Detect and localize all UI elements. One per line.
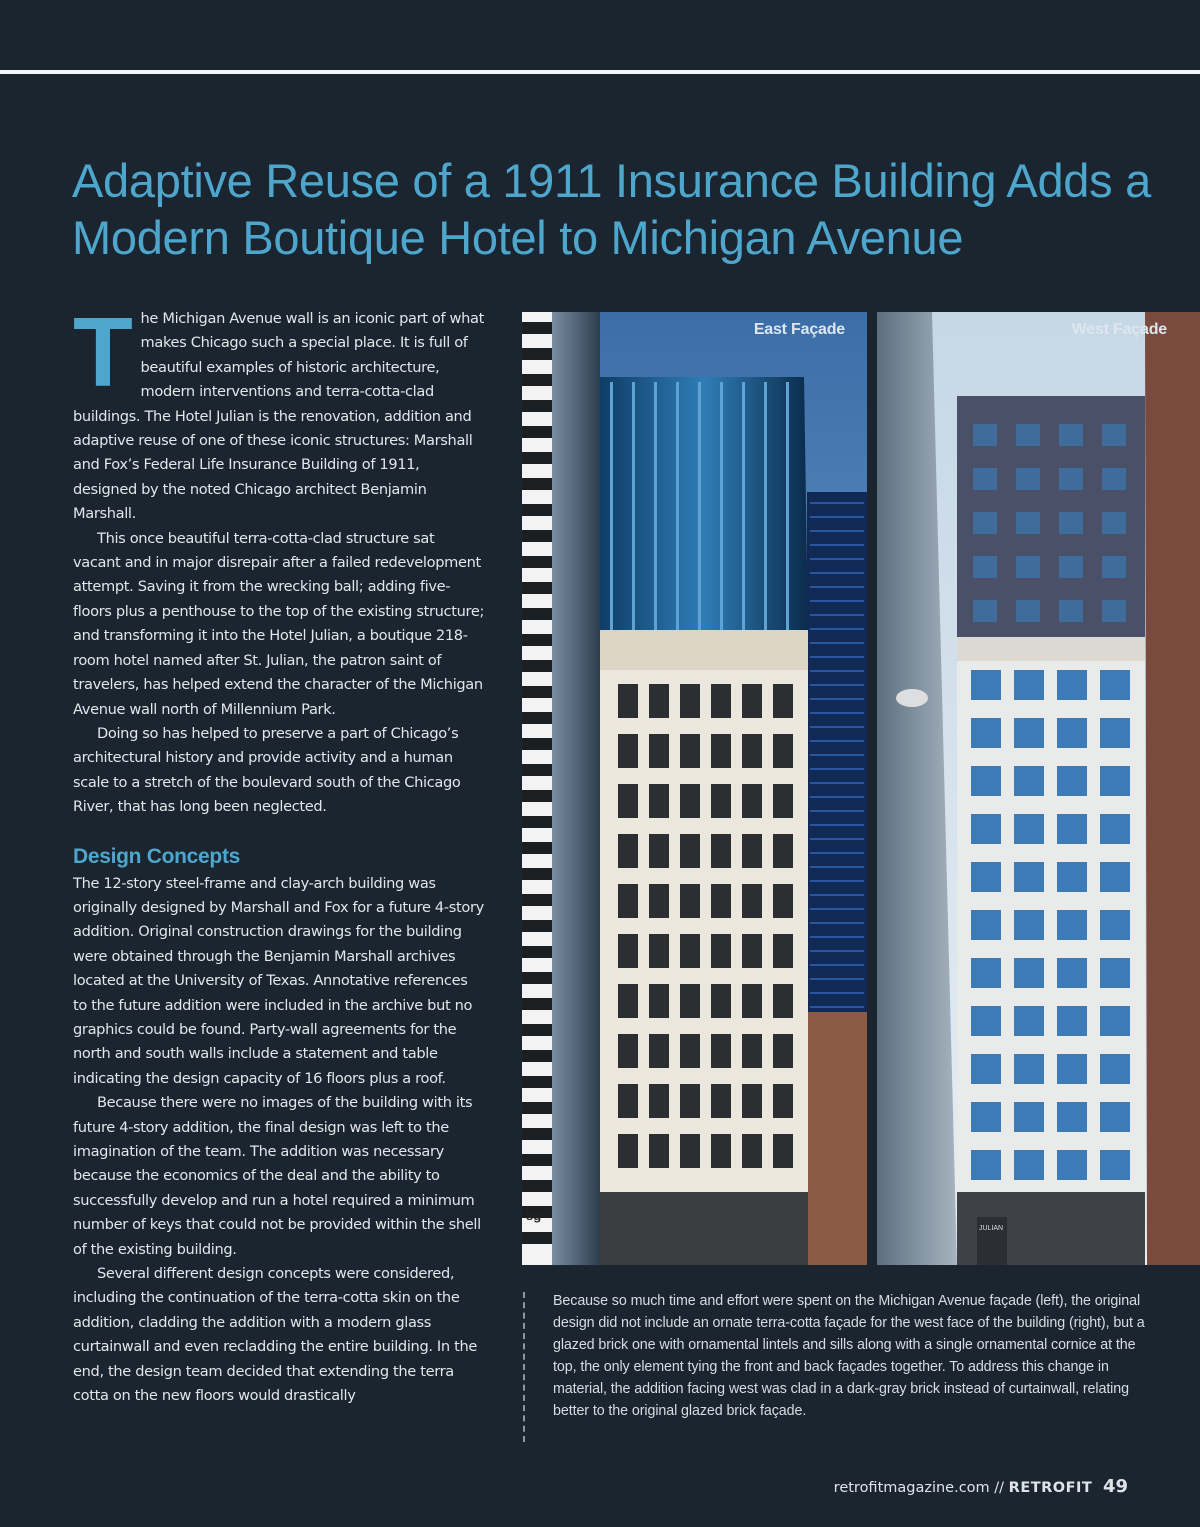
- facade-window: [1057, 1054, 1087, 1084]
- addition-window: [1059, 556, 1083, 578]
- tower-floor-line: [810, 670, 864, 672]
- facade-window: [1100, 1150, 1130, 1180]
- tower-floor-line: [810, 684, 864, 686]
- facade-window: [618, 784, 638, 818]
- tower-stripe: [522, 816, 552, 828]
- tower-stripe: [522, 322, 552, 334]
- tower-floor-line: [810, 516, 864, 518]
- facade-window: [649, 834, 669, 868]
- facade-window: [618, 934, 638, 968]
- facade-window: [773, 1084, 793, 1118]
- facade-window: [711, 934, 731, 968]
- facade-window: [1014, 766, 1044, 796]
- tower-floor-line: [810, 642, 864, 644]
- facade-window: [1100, 1102, 1130, 1132]
- facade-window: [680, 734, 700, 768]
- facade-window: [1057, 814, 1087, 844]
- facade-window: [971, 718, 1001, 748]
- facade-window: [649, 934, 669, 968]
- addition-window: [1102, 600, 1126, 622]
- facade-window: [1057, 1150, 1087, 1180]
- facade-window: [680, 1134, 700, 1168]
- tower-stripe: [522, 946, 552, 958]
- east-storefront-sign: sg: [526, 1208, 542, 1223]
- design-paragraph-3: Several different design concepts were considered, including the continuation of the terra-cotta skin on the addition, cladding the addition with a modern glass curtainwall and even recladding the entire building. In the end, the design team decided that extending the terra cotta on the new floors would drastically: [73, 1265, 477, 1405]
- tower-stripe: [522, 452, 552, 464]
- west-facade-illustration: [877, 312, 1200, 1265]
- addition-window: [1016, 512, 1040, 534]
- tower-floor-line: [810, 880, 864, 882]
- design-paragraph-1: The 12-story steel-frame and clay-arch building was originally designed by Marshall and Fox for a future 4-story addition. Original construction drawings for the building were obtained through the Benjamin Marshall archives located at the University of Texas. Annotative references to the future addition were included in the archive but no graphics could be found. Party-wall agreements for the north and south walls include a statement and table indicating the design capacity of 16 floors plus a roof.: [73, 874, 484, 1087]
- tower-stripe: [522, 504, 552, 516]
- facade-window: [1014, 718, 1044, 748]
- tower-floor-line: [810, 726, 864, 728]
- tower-stripe: [522, 660, 552, 672]
- section-heading: Design Concepts: [73, 844, 241, 868]
- facade-window: [773, 934, 793, 968]
- tower-stripe: [522, 842, 552, 854]
- glass-mullion: [610, 382, 613, 630]
- facade-window: [618, 884, 638, 918]
- tower-floor-line: [810, 978, 864, 980]
- facade-window: [1014, 1054, 1044, 1084]
- tower-floor-line: [810, 810, 864, 812]
- facade-window: [680, 884, 700, 918]
- tower-stripe: [522, 426, 552, 438]
- facade-window: [1100, 910, 1130, 940]
- facade-window: [618, 834, 638, 868]
- glass-mullion: [698, 382, 701, 630]
- photo-caption: Because so much time and effort were spent on the Michigan Avenue façade (left), the original design did not include an ornate terra-cotta façade for the west face of the building (right), but a glazed brick one with ornamental lintels and sills along with a single ornamental cornice at the top, the only element tying the front and back façades together. To address this change in material, the addition facing west was clad in a dark-gray brick instead of curtainwall, relating better to the original glazed brick façade.: [553, 1293, 1145, 1419]
- tower-floor-line: [810, 1006, 864, 1008]
- addition-window: [973, 468, 997, 490]
- facade-window: [1014, 958, 1044, 988]
- facade-window: [711, 784, 731, 818]
- tower-floor-line: [810, 894, 864, 896]
- addition-window: [1016, 424, 1040, 446]
- tower-stripe: [522, 868, 552, 880]
- footer-brand: RETROFIT: [1008, 1480, 1093, 1496]
- facade-window: [680, 934, 700, 968]
- tower-floor-line: [810, 712, 864, 714]
- addition-window: [1059, 600, 1083, 622]
- facade-window: [773, 734, 793, 768]
- facade-window: [742, 884, 762, 918]
- facade-window: [1014, 862, 1044, 892]
- facade-window: [971, 910, 1001, 940]
- glass-mullion: [720, 382, 723, 630]
- facade-window: [680, 1084, 700, 1118]
- tower-stripe: [522, 712, 552, 724]
- facade-window: [1014, 1102, 1044, 1132]
- tower-floor-line: [810, 908, 864, 910]
- facade-window: [971, 958, 1001, 988]
- facade-window: [711, 834, 731, 868]
- facade-window: [649, 734, 669, 768]
- tower-floor-line: [810, 992, 864, 994]
- addition-window: [1059, 468, 1083, 490]
- page-footer: [834, 1476, 1128, 1497]
- tower-stripe: [522, 1154, 552, 1166]
- facade-window: [711, 734, 731, 768]
- intro-paragraph-2: This once beautiful terra-cotta-clad structure sat vacant and in major disrepair after a failed redevelopment attempt. Saving it from the wrecking ball; adding five-floors plus a penthouse to the top of the existing structure; and transforming it into the Hotel Julian, a boutique 218-room hotel named after St. Julian, the patron saint of travelers, has helped extend the character of the Michigan Avenue wall north of Millennium Park.: [73, 529, 485, 718]
- facade-window: [773, 684, 793, 718]
- facade-window: [1100, 766, 1130, 796]
- tower-stripe: [522, 348, 552, 360]
- facade-window: [1014, 1150, 1044, 1180]
- tower-floor-line: [810, 740, 864, 742]
- facade-window: [649, 1034, 669, 1068]
- facade-window: [773, 834, 793, 868]
- tower-stripe: [522, 1128, 552, 1140]
- facade-window: [773, 1034, 793, 1068]
- facade-window: [773, 784, 793, 818]
- tower-stripe: [522, 1076, 552, 1088]
- facade-window: [1100, 814, 1130, 844]
- tower-floor-line: [810, 586, 864, 588]
- facade-window: [742, 784, 762, 818]
- page-number: 49: [1102, 1476, 1128, 1497]
- drop-cap: T: [73, 297, 133, 407]
- facade-window: [711, 984, 731, 1018]
- west-facade-photo: [877, 312, 1200, 1265]
- facade-window: [742, 734, 762, 768]
- tower-stripe: [522, 556, 552, 568]
- addition-window: [973, 512, 997, 534]
- tower-stripe: [522, 608, 552, 620]
- tower-floor-line: [810, 866, 864, 868]
- facade-window: [649, 884, 669, 918]
- tower-stripe: [522, 374, 552, 386]
- facade-window: [742, 984, 762, 1018]
- tower-stripe: [522, 738, 552, 750]
- facade-window: [649, 1134, 669, 1168]
- facade-window: [618, 734, 638, 768]
- glass-mullion: [764, 382, 767, 630]
- facade-window: [773, 1134, 793, 1168]
- article-body: [73, 297, 485, 1408]
- addition-window: [973, 556, 997, 578]
- facade-window: [618, 984, 638, 1018]
- facade-window: [971, 1150, 1001, 1180]
- tower-floor-line: [810, 530, 864, 532]
- facade-window: [971, 862, 1001, 892]
- tower-stripe: [522, 478, 552, 490]
- facade-window: [1057, 862, 1087, 892]
- tower-floor-line: [810, 824, 864, 826]
- facade-window: [1100, 718, 1130, 748]
- facade-window: [1100, 1006, 1130, 1036]
- addition-window: [1059, 424, 1083, 446]
- facade-window: [711, 1134, 731, 1168]
- glass-mullion: [654, 382, 657, 630]
- glass-mullion: [786, 382, 789, 630]
- facade-window: [1014, 814, 1044, 844]
- facade-window: [680, 834, 700, 868]
- facade-window: [1014, 910, 1044, 940]
- facade-window: [742, 934, 762, 968]
- tower-floor-line: [810, 796, 864, 798]
- facade-window: [649, 784, 669, 818]
- tower-stripe: [522, 1232, 552, 1244]
- facade-window: [649, 1084, 669, 1118]
- facade-window: [1100, 1054, 1130, 1084]
- facade-window: [1057, 1006, 1087, 1036]
- facade-window: [742, 1034, 762, 1068]
- facade-window: [1014, 670, 1044, 700]
- facade-window: [680, 1034, 700, 1068]
- tower-floor-line: [810, 502, 864, 504]
- facade-window: [680, 984, 700, 1018]
- tower-stripe: [522, 686, 552, 698]
- facade-window: [1057, 766, 1087, 796]
- facade-window: [649, 684, 669, 718]
- facade-window: [711, 684, 731, 718]
- facade-window: [711, 1034, 731, 1068]
- west-facade-label: West Façade: [1071, 321, 1167, 338]
- facade-window: [618, 1034, 638, 1068]
- east-facade-photo: [522, 312, 867, 1265]
- caption-divider: [523, 1292, 525, 1442]
- tower-stripe: [522, 920, 552, 932]
- tower-stripe: [522, 972, 552, 984]
- top-band: [0, 0, 1200, 70]
- tower-floor-line: [810, 922, 864, 924]
- facade-window: [1100, 862, 1130, 892]
- addition-window: [1059, 512, 1083, 534]
- facade-window: [1057, 1102, 1087, 1132]
- tower-floor-line: [810, 950, 864, 952]
- glass-mullion: [676, 382, 679, 630]
- facade-window: [1057, 958, 1087, 988]
- tower-stripe: [522, 790, 552, 802]
- tower-stripe: [522, 582, 552, 594]
- east-facade-illustration: [522, 312, 867, 1265]
- tower-stripe: [522, 1102, 552, 1114]
- facade-window: [649, 984, 669, 1018]
- tower-floor-line: [810, 838, 864, 840]
- tower-stripe: [522, 1180, 552, 1192]
- facade-window: [680, 684, 700, 718]
- addition-window: [1016, 556, 1040, 578]
- addition-window: [1102, 512, 1126, 534]
- top-rule: [0, 70, 1200, 74]
- facade-window: [711, 884, 731, 918]
- facade-window: [742, 1134, 762, 1168]
- facade-window: [618, 684, 638, 718]
- tower-stripe: [522, 400, 552, 412]
- tower-stripe: [522, 998, 552, 1010]
- tower-floor-line: [810, 614, 864, 616]
- tower-stripe: [522, 530, 552, 542]
- tower-floor-line: [810, 936, 864, 938]
- tower-floor-line: [810, 656, 864, 658]
- facade-window: [1100, 670, 1130, 700]
- tower-stripe: [522, 894, 552, 906]
- tower-floor-line: [810, 698, 864, 700]
- facade-window: [742, 834, 762, 868]
- tower-stripe: [522, 1050, 552, 1062]
- tower-floor-line: [810, 558, 864, 560]
- facade-window: [971, 814, 1001, 844]
- east-facade-label: East Façade: [753, 321, 845, 338]
- facade-window: [1057, 910, 1087, 940]
- tower-floor-line: [810, 754, 864, 756]
- facade-window: [773, 884, 793, 918]
- facade-window: [1057, 670, 1087, 700]
- tower-stripe: [522, 634, 552, 646]
- tower-stripe: [522, 764, 552, 776]
- tower-floor-line: [810, 572, 864, 574]
- footer-site: retrofitmagazine.com //: [833, 1480, 1005, 1496]
- tower-floor-line: [810, 852, 864, 854]
- facade-window: [680, 784, 700, 818]
- tower-floor-line: [810, 964, 864, 966]
- tower-floor-line: [810, 544, 864, 546]
- facade-window: [971, 670, 1001, 700]
- facade-window: [971, 1006, 1001, 1036]
- intro-paragraph-1: [73, 297, 485, 527]
- glass-mullion: [742, 382, 745, 630]
- addition-window: [1102, 424, 1126, 446]
- facade-window: [971, 766, 1001, 796]
- article-headline: Adaptive Reuse of a 1911 Insurance Building Adds a Modern Boutique Hotel to Michigan Avenue: [72, 154, 1151, 264]
- facade-window: [971, 1054, 1001, 1084]
- intro-paragraph-3: Doing so has helped to preserve a part of Chicago’s architectural history and provide activity and a human scale to a stretch of the boulevard south of the Chicago River, that has long been neglected.: [73, 724, 461, 816]
- addition-window: [1102, 468, 1126, 490]
- facade-window: [742, 1084, 762, 1118]
- tower-floor-line: [810, 600, 864, 602]
- addition-window: [1016, 468, 1040, 490]
- facade-window: [1014, 1006, 1044, 1036]
- facade-window: [618, 1084, 638, 1118]
- addition-window: [1016, 600, 1040, 622]
- addition-window: [973, 424, 997, 446]
- facade-window: [1100, 958, 1130, 988]
- addition-window: [973, 600, 997, 622]
- tower-floor-line: [810, 768, 864, 770]
- addition-window: [1102, 556, 1126, 578]
- facade-window: [971, 1102, 1001, 1132]
- tower-stripe: [522, 1024, 552, 1036]
- glass-mullion: [632, 382, 635, 630]
- facade-window: [711, 1084, 731, 1118]
- west-hotel-sign: JULIAN: [979, 1225, 1004, 1232]
- design-paragraph-2: Because there were no images of the building with its future 4-story addition, the final design was left to the imagination of the team. The addition was necessary because the economics of the deal and the ability to successfully develop and run a hotel required a minimum number of keys that could not be provided within the shell of the existing building.: [73, 1094, 481, 1258]
- facade-window: [618, 1134, 638, 1168]
- tower-floor-line: [810, 782, 864, 784]
- facade-window: [773, 984, 793, 1018]
- tower-floor-line: [810, 628, 864, 630]
- facade-window: [1057, 718, 1087, 748]
- facade-window: [742, 684, 762, 718]
- intro-text-1: he Michigan Avenue wall is an iconic part of what makes Chicago such a special place. It is full of beautiful examples of historic architecture, modern interventions and terra-cotta-clad buildings. The Hotel Julian is the renovation, addition and adaptive reuse of one of these iconic structures: Marshall and Fox’s Federal Life Insurance Building of 1911, designed by the noted Chicago architect Benjamin Marshall.: [73, 310, 485, 523]
